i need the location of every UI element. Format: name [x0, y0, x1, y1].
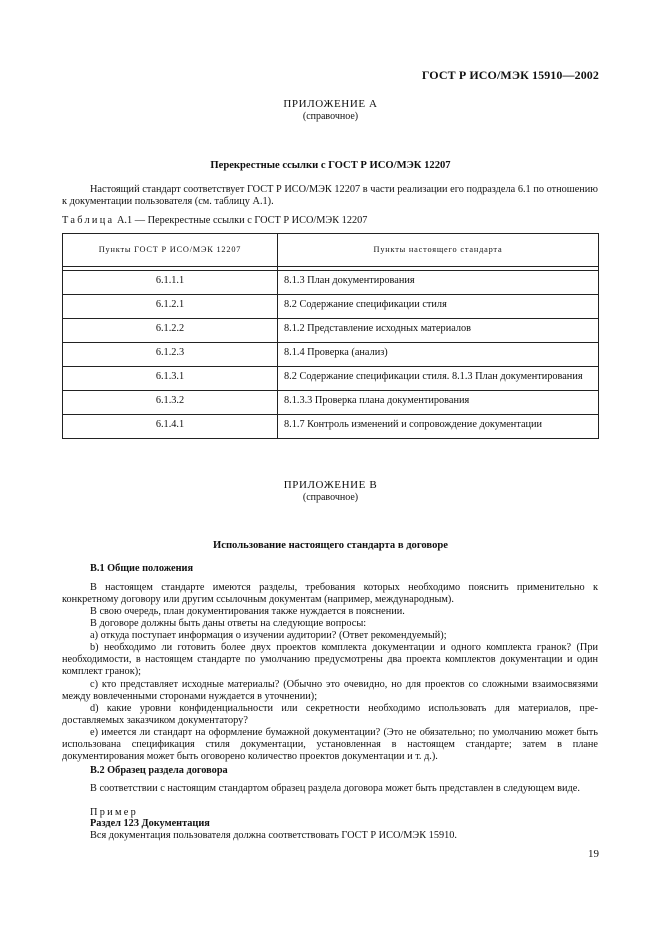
page-number: 19: [588, 848, 599, 860]
table-cell-item: 8.1.4 Проверка (анализ): [278, 343, 599, 367]
question-a: а) откуда поступает информация о изучении аудитории? (Ответ рекомендуемый);: [90, 630, 447, 641]
table-header-cell: Пункты ГОСТ Р ИСО/МЭК 12207: [63, 234, 278, 267]
example-text: Вся документация пользователя должна соответствовать ГОСТ Р ИСО/МЭК 15910.: [90, 830, 457, 841]
annex-a-subtitle: (справочное): [302, 111, 359, 122]
table-row: [63, 343, 599, 367]
question-c: с) кто представляет исходные материалы? (Обычно это очевидно, но для проектов со сложными взаимосвязями между вовлеченными сторонами нуждается в уточнении);: [62, 679, 598, 703]
section-b2-heading: В.2 Образец раздела договора: [90, 765, 228, 776]
question-e: е) имеется ли стандарт на оформление бумажной документации? (Это не обязательно; по умолчанию может быть использована спецификация стиля документации, установленная в настоящем стандарте; затем в плане документирования может быть оговорено количество проектов документации и т. д.).: [62, 727, 598, 763]
annex-a-intro: Настоящий стандарт соответствует ГОСТ Р ИСО/МЭК 12207 в части реализации его подраздела 6.1 по отношению к документации пользователя (см. таблицу А.1).: [62, 184, 598, 208]
table-header-cell: Пункты настоящего стандарта: [278, 234, 599, 267]
section-b1-paragraph: В настоящем стандарте имеются разделы, требования которых необходимо пояснить применительно к конкретному договору или другим ссылочным документам (например, международным).: [62, 582, 598, 606]
table-row: [63, 319, 599, 343]
table-cell-ref: 6.1.4.1: [63, 415, 278, 439]
table-row: [63, 295, 599, 319]
annex-b-title: ПРИЛОЖЕНИЕ В: [283, 479, 378, 491]
table-cell-ref: 6.1.1.1: [63, 271, 278, 295]
annex-a-title: ПРИЛОЖЕНИЕ А: [283, 98, 378, 110]
table-cell-ref: 6.1.2.3: [63, 343, 278, 367]
table-cell-item: 8.1.3.3 Проверка плана документирования: [278, 391, 599, 415]
annex-a-section-title: Перекрестные ссылки с ГОСТ Р ИСО/МЭК 12207: [210, 160, 451, 171]
table-row: [63, 367, 599, 391]
section-b1-heading: В.1 Общие положения: [90, 563, 194, 574]
example-heading: Раздел 123 Документация: [90, 818, 210, 829]
table-cell-ref: 6.1.2.2: [63, 319, 278, 343]
table-row: [63, 271, 599, 295]
cross-reference-table: [62, 233, 599, 439]
table-cell-item: 8.1.3 План документирования: [278, 271, 599, 295]
section-b2-paragraph: В соответствии с настоящим стандартом образец раздела договора может быть представлен в следующем виде.: [90, 783, 580, 794]
table-row: [63, 391, 599, 415]
table-row: [63, 415, 599, 439]
table-caption-prefix: Таблица: [62, 215, 115, 226]
table-cell-ref: 6.1.2.1: [63, 295, 278, 319]
example-label-text: Пример: [90, 807, 139, 818]
table-cell-ref: 6.1.3.2: [63, 391, 278, 415]
section-b1-paragraph: В свою очередь, план документирования также нуждается в пояснении.: [90, 606, 405, 617]
section-b1-paragraph: В договоре должны быть даны ответы на следующие вопросы:: [90, 618, 367, 629]
table-header-row: [63, 234, 599, 267]
table-cell-item: 8.1.2 Представление исходных материалов: [278, 319, 599, 343]
table-caption: [62, 215, 598, 227]
table-cell-item: 8.1.7 Контроль изменений и сопровождение документации: [278, 415, 599, 439]
annex-b-section-title: Использование настоящего стандарта в договоре: [213, 540, 448, 551]
document-code-header: ГОСТ Р ИСО/МЭК 15910—2002: [421, 68, 599, 82]
table-cell-ref: 6.1.3.1: [63, 367, 278, 391]
table-caption-text: А.1 — Перекрестные ссылки с ГОСТ Р ИСО/МЭК 12207: [117, 215, 368, 226]
table-cell-item: 8.2 Содержание спецификации стиля: [278, 295, 599, 319]
table-cell-item: 8.2 Содержание спецификации стиля. 8.1.3 План документирования: [278, 367, 599, 391]
question-d: d) какие уровни конфиденциальности или секретности необходимо использовать для материалов, предоставляемых заказчиком документатору?: [62, 703, 598, 727]
question-b: b) необходимо ли готовить более двух проектов комплекта документации и одного комплекта гранок? (При необходимости, в настоящем стандарте по умолчанию предусмотрены два проекта комплектов документации и один комплект гранок);: [62, 642, 598, 678]
annex-b-subtitle: (справочное): [302, 492, 359, 503]
